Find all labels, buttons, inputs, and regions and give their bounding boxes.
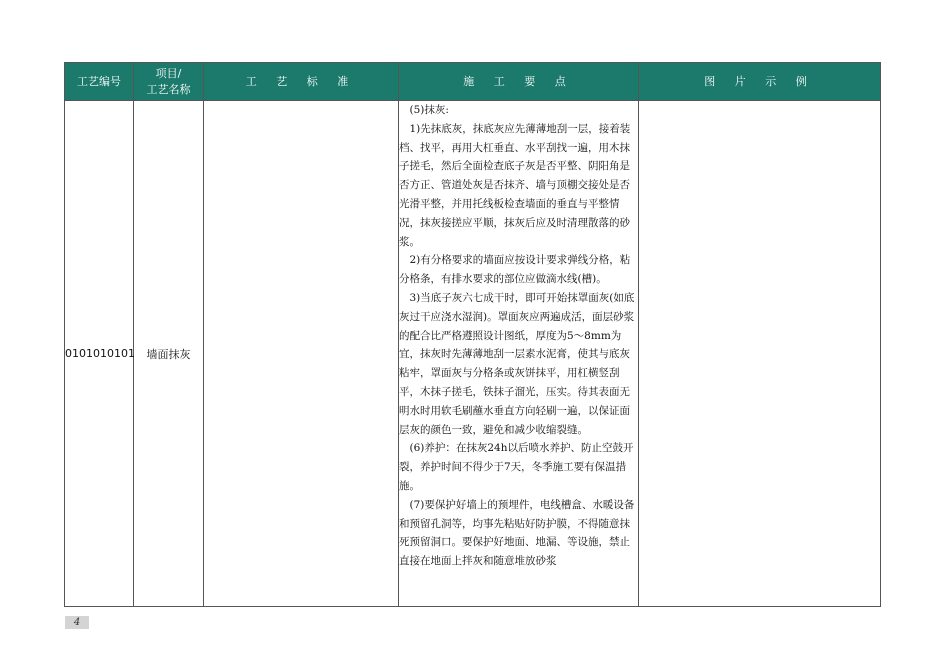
header-process-standard: 工 艺 标 准 (204, 63, 399, 101)
construction-point: 3)当底子灰六七成干时，即可开始抹罩面灰(如底灰过干应浇水湿润)。罩面灰应两遍成活，面层砂浆的配合比严格遵照设计图纸，厚度为5～8mm为宜，抹灰时先薄薄地刮一层素水泥膏，使其与底灰粘牢，罩面灰与分格条或灰饼抹平，用杠横竖刮平，木抹子搓毛，铁抹子溜光，压实。待其表面无明水时用软毛刷蘸水垂直方向轻刷一遍，以保证面层灰的颜色一致，避免和减少收缩裂缝。 (399, 291, 635, 436)
table-header-row (65, 63, 881, 101)
construction-point: 1)先抹底灰，抹底灰应先薄薄地刮一层，接着装档、找平，再用大杠垂直、水平刮找一遍，用木抹子搓毛，然后全面检查底子灰是否平整、阴阳角是否方正、管道处灰是否抹齐、墙与顶棚交接处是否光滑平整，并用托线板检查墙面的垂直与平整情况，抹灰接搓应平顺，抹灰后应及时清理散落的砂浆。 (399, 122, 631, 248)
construction-point: (7)要保护好墙上的预埋件，电线槽盒、水暖设备和预留孔洞等，均事先粘贴好防护膜，不得随意抹死预留洞口。要保护好地面、地漏、等设施，禁止直接在地面上拌灰和随意堆放砂浆 (399, 498, 635, 568)
cell-process-code: 0101010101 (65, 101, 134, 607)
cell-construction-points (399, 101, 639, 607)
cell-item-name: 墙面抹灰 (134, 101, 204, 607)
page-number: 4 (65, 616, 89, 629)
construction-point: (6)养护：在抹灰24h以后喷水养护、防止空鼓开裂，养护时间不得少于7天，冬季施工要有保温措施。 (399, 442, 634, 492)
cell-image-examples (639, 101, 881, 607)
table-row (65, 101, 881, 607)
cell-process-standard (204, 101, 399, 607)
construction-point: 2)有分格要求的墙面应按设计要求弹线分格，粘分格条，有排水要求的部位应做滴水线(槽)。 (399, 254, 631, 286)
header-image-examples: 图 片 示 例 (639, 63, 881, 101)
header-item-name-line2: 工艺名称 (146, 82, 191, 96)
header-item-name (134, 63, 204, 101)
construction-points-list (399, 101, 638, 571)
header-item-name-line1: 项目/ (155, 66, 182, 80)
header-construction-points: 施 工 要 点 (399, 63, 639, 101)
construction-point: (5)抹灰: (409, 104, 449, 116)
process-table (64, 62, 881, 607)
header-process-code: 工艺编号 (65, 63, 134, 101)
